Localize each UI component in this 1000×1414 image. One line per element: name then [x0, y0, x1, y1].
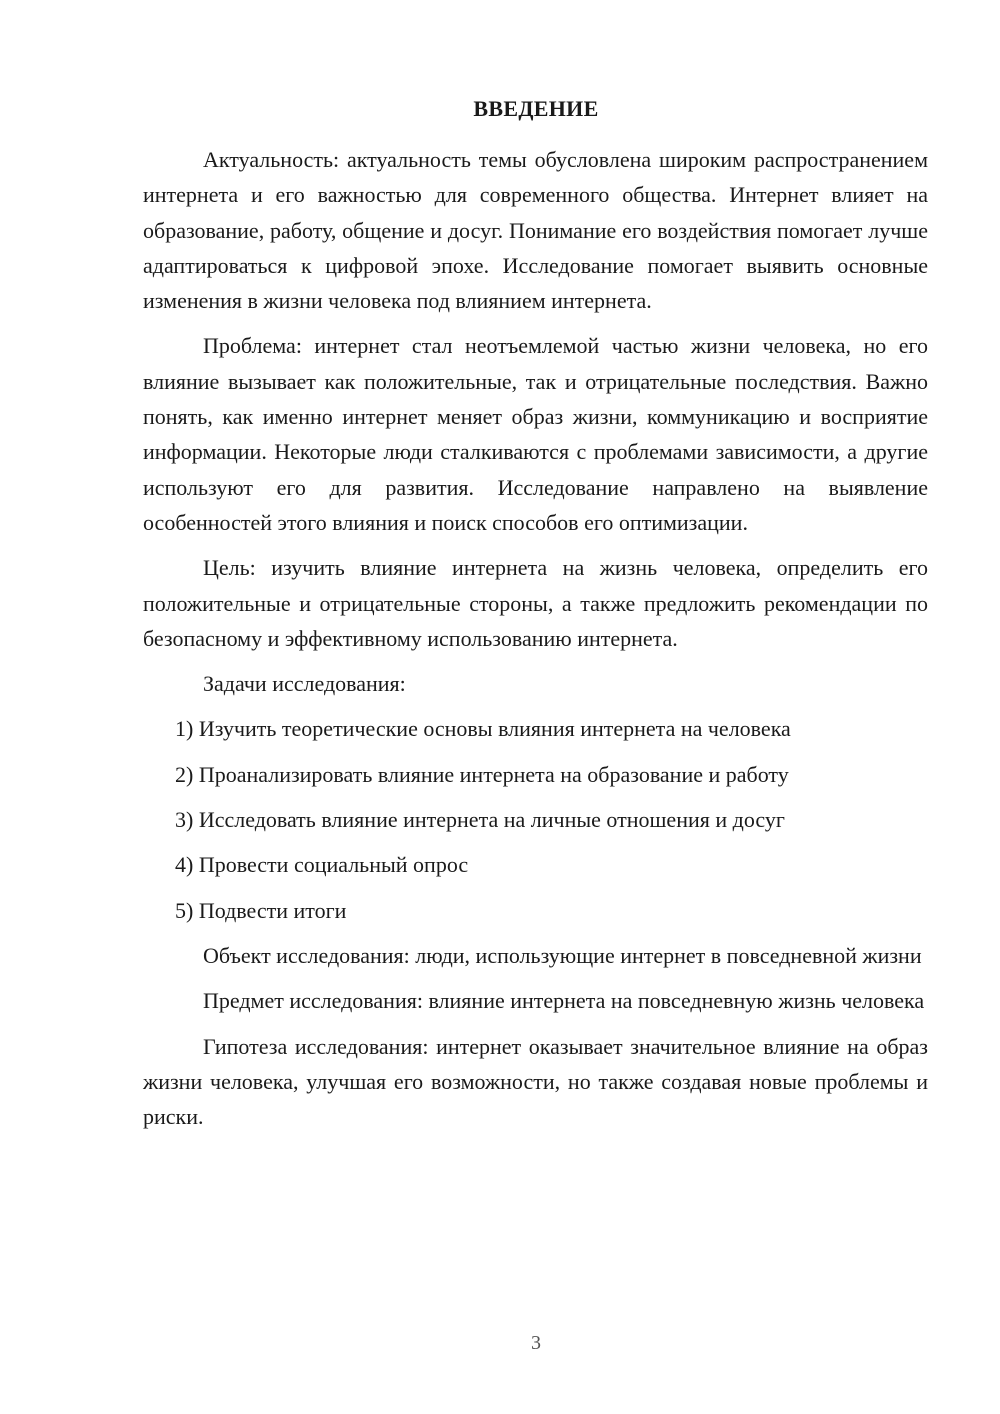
- paragraph-hypothesis: Гипотеза исследования: интернет оказывает значительное влияние на образ жизни человека, улучшая его возможности, но также создавая новые проблемы и риски.: [143, 1033, 928, 1130]
- list-item: 4) Провести социальный опрос: [175, 852, 469, 878]
- list-item: 5) Подвести итоги: [175, 897, 347, 923]
- paragraph-subject: Предмет исследования: влияние интернета на повседневную жизнь человека: [203, 988, 925, 1014]
- page-number: 3: [531, 1332, 541, 1354]
- list-item: 2) Проанализировать влияние интернета на образование и работу: [175, 761, 789, 787]
- page-title: ВВЕДЕНИЕ: [473, 96, 599, 121]
- paragraph-object: Объект исследования: люди, использующие интернет в повседневной жизни: [203, 942, 922, 968]
- paragraph-problem: Проблема: интернет стал неотъемлемой частью жизни человека, но его влияние вызывает как положительные, так и отрицательные последствия. Важно понять, как именно интернет меняет образ жизни, коммуникацию и восприятие информации. Некоторые люди сталкиваются с проблемами зависимости, а другие используют его для развития. Исследование направлено на выявление особенностей этого влияния и поиск способов его оптимизации.: [143, 333, 928, 535]
- document-body: [143, 142, 928, 1144]
- paragraph-goal: Цель: изучить влияние интернета на жизнь человека, определить его положительные и отрицательные стороны, а также предложить рекомендации по безопасному и эффективному использованию интернета.: [143, 555, 928, 651]
- tasks-list: [143, 711, 928, 927]
- list-item: 3) Исследовать влияние интернета на личные отношения и досуг: [175, 807, 785, 833]
- paragraph-relevance: Актуальность: актуальность темы обусловлена широким распространением интернета и его важностью для современного общества. Интернет влияет на образование, работу, общение и досуг. Понимание его воздействия помогает лучше адаптироваться к цифровой эпохе. Исследование помогает выявить основные изменения в жизни человека под влиянием интернета.: [143, 147, 928, 314]
- tasks-heading: Задачи исследования:: [203, 671, 406, 697]
- list-item: 1) Изучить теоретические основы влияния интернета на человека: [175, 716, 791, 742]
